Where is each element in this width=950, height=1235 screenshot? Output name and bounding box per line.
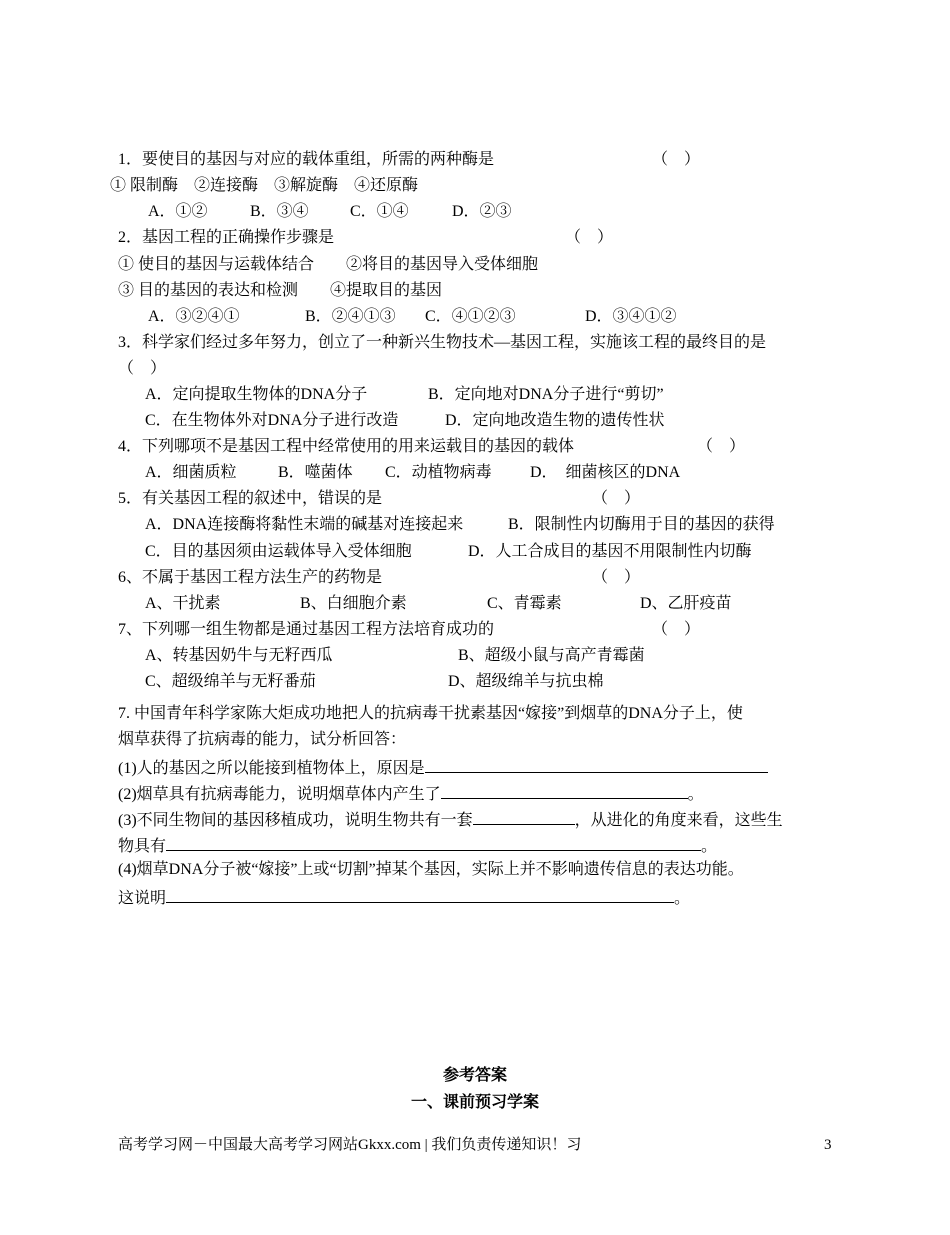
q1-option-b: B．③④ [250,203,309,220]
q3-option-c: C．在生物体外对DNA分子进行改造 [145,412,399,429]
essay-q1-text: (1)人的基因之所以能接到植物体上，原因是 [118,760,425,777]
q3-stem: 3．科学家们经过多年努力，创立了一种新兴生物技术—基因工程，实施该工程的最终目的是 [118,334,767,351]
answers-title: 参考答案 [442,1067,507,1084]
q1-note: ① 限制酶 ②连接酶 ③解旋酶 ④还原酶 [110,177,419,194]
essay-q1-blank[interactable] [425,756,768,773]
q2-option-a: A．③②④① [148,308,240,325]
q4-option-c: C．动植物病毒 [385,464,492,481]
q4-option-a: A．细菌质粒 [145,464,237,481]
essay-q4-blank[interactable] [166,886,674,903]
q3-option-a: A．定向提取生物体的DNA分子 [145,386,368,403]
q7-stem: 7、下列哪一组生物都是通过基因工程方法培育成功的 [118,621,495,638]
q1-option-c: C．①④ [350,203,409,220]
essay-q1-row [118,756,768,779]
q4-stem: 4．下列哪项不是基因工程中经常使用的用来运载目的基因的载体 [118,438,575,455]
q5-paren: （ ） [592,490,641,507]
q5-option-a: A．DNA连接酶将黏性末端的碱基对连接起来 [145,516,464,533]
q1-paren: （ ） [652,151,701,168]
q6-option-d: D、乙肝疫苗 [640,595,732,612]
q6-option-b: B、白细胞介素 [300,595,407,612]
q5-stem: 5．有关基因工程的叙述中，错误的是 [118,490,383,507]
q2-option-c: C．④①②③ [425,308,516,325]
essay-q3-row-2 [118,834,717,857]
q2-note-1: ① 使目的基因与运载体结合 ②将目的基因导入受体细胞 [118,256,539,273]
q5-option-c: C．目的基因须由运载体导入受体细胞 [145,543,412,560]
essay-q3-end: 。 [701,838,718,855]
q1-stem: 1．要使目的基因与对应的载体重组，所需的两种酶是 [118,151,495,168]
q3-option-b: B．定向地对DNA分子进行“剪切” [428,386,664,403]
essay-q2-blank[interactable] [441,782,688,799]
essay-q2-row [118,782,704,805]
essay-q3-text-c: 物具有 [118,838,167,855]
q5-option-d: D．人工合成目的基因不用限制性内切酶 [468,543,752,560]
q5-option-b: B．限制性内切酶用于目的基因的获得 [508,516,775,533]
q7-paren: （ ） [652,621,701,638]
q2-note-2: ③ 目的基因的表达和检测 ④提取目的基因 [118,282,443,299]
essay-q3-blank-1[interactable] [473,808,575,825]
essay-q2-text: (2)烟草具有抗病毒能力，说明烟草体内产生了 [118,786,441,803]
answers-subtitle: 一、课前预习学案 [410,1094,539,1111]
footer-text: 高考学习网－中国最大高考学习网站Gkxx.com | 我们负责传递知识！习 [118,1137,582,1153]
essay-q4-end: 。 [674,890,691,907]
q3-paren: （ ） [118,360,167,377]
q7-option-d: D、超级绵羊与抗虫棉 [448,673,604,690]
essay-q2-end: 。 [687,786,704,803]
q4-option-d: D． 细菌核区的DNA [530,464,681,481]
essay-q4-line-1: (4)烟草DNA分子被“嫁接”上或“切割”掉某个基因，实际上并不影响遗传信息的表达功能。 [118,861,744,878]
essay-q4-row-2 [118,886,690,909]
essay-q3-blank-2[interactable] [166,834,701,851]
q7-option-a: A、转基因奶牛与无籽西瓜 [145,647,333,664]
q1-option-a: A．①② [148,203,208,220]
essay-q3-text-b: ，从进化的角度来看，这些生 [574,812,783,829]
q7-option-c: C、超级绵羊与无籽番茄 [145,673,316,690]
essay-intro-line-1: 7. 中国青年科学家陈大炬成功地把人的抗病毒干扰素基因“嫁接”到烟草的DNA分子上，使 [118,705,743,722]
q4-option-b: B．噬菌体 [278,464,353,481]
page-number: 3 [824,1137,832,1153]
q3-option-d: D．定向地改造生物的遗传性状 [445,412,665,429]
q7-option-b: B、超级小鼠与高产青霉菌 [458,647,645,664]
q2-paren: （ ） [565,229,614,246]
q4-paren: （ ） [697,438,746,455]
q2-stem: 2．基因工程的正确操作步骤是 [118,229,335,246]
essay-intro-line-2: 烟草获得了抗病毒的能力，试分析回答： [118,731,407,748]
q2-option-d: D．③④①② [585,308,677,325]
q6-option-a: A、干扰素 [145,595,221,612]
q6-option-c: C、青霉素 [487,595,562,612]
essay-q3-text-a: (3)不同生物间的基因移植成功，说明生物共有一套 [118,812,473,829]
q6-stem: 6、不属于基因工程方法生产的药物是 [118,569,383,586]
essay-q4-text-b: 这说明 [118,890,167,907]
q6-paren: （ ） [592,569,641,586]
q1-option-d: D．②③ [452,203,512,220]
essay-q3-row-1 [118,808,783,831]
q2-option-b: B．②④①③ [305,308,396,325]
